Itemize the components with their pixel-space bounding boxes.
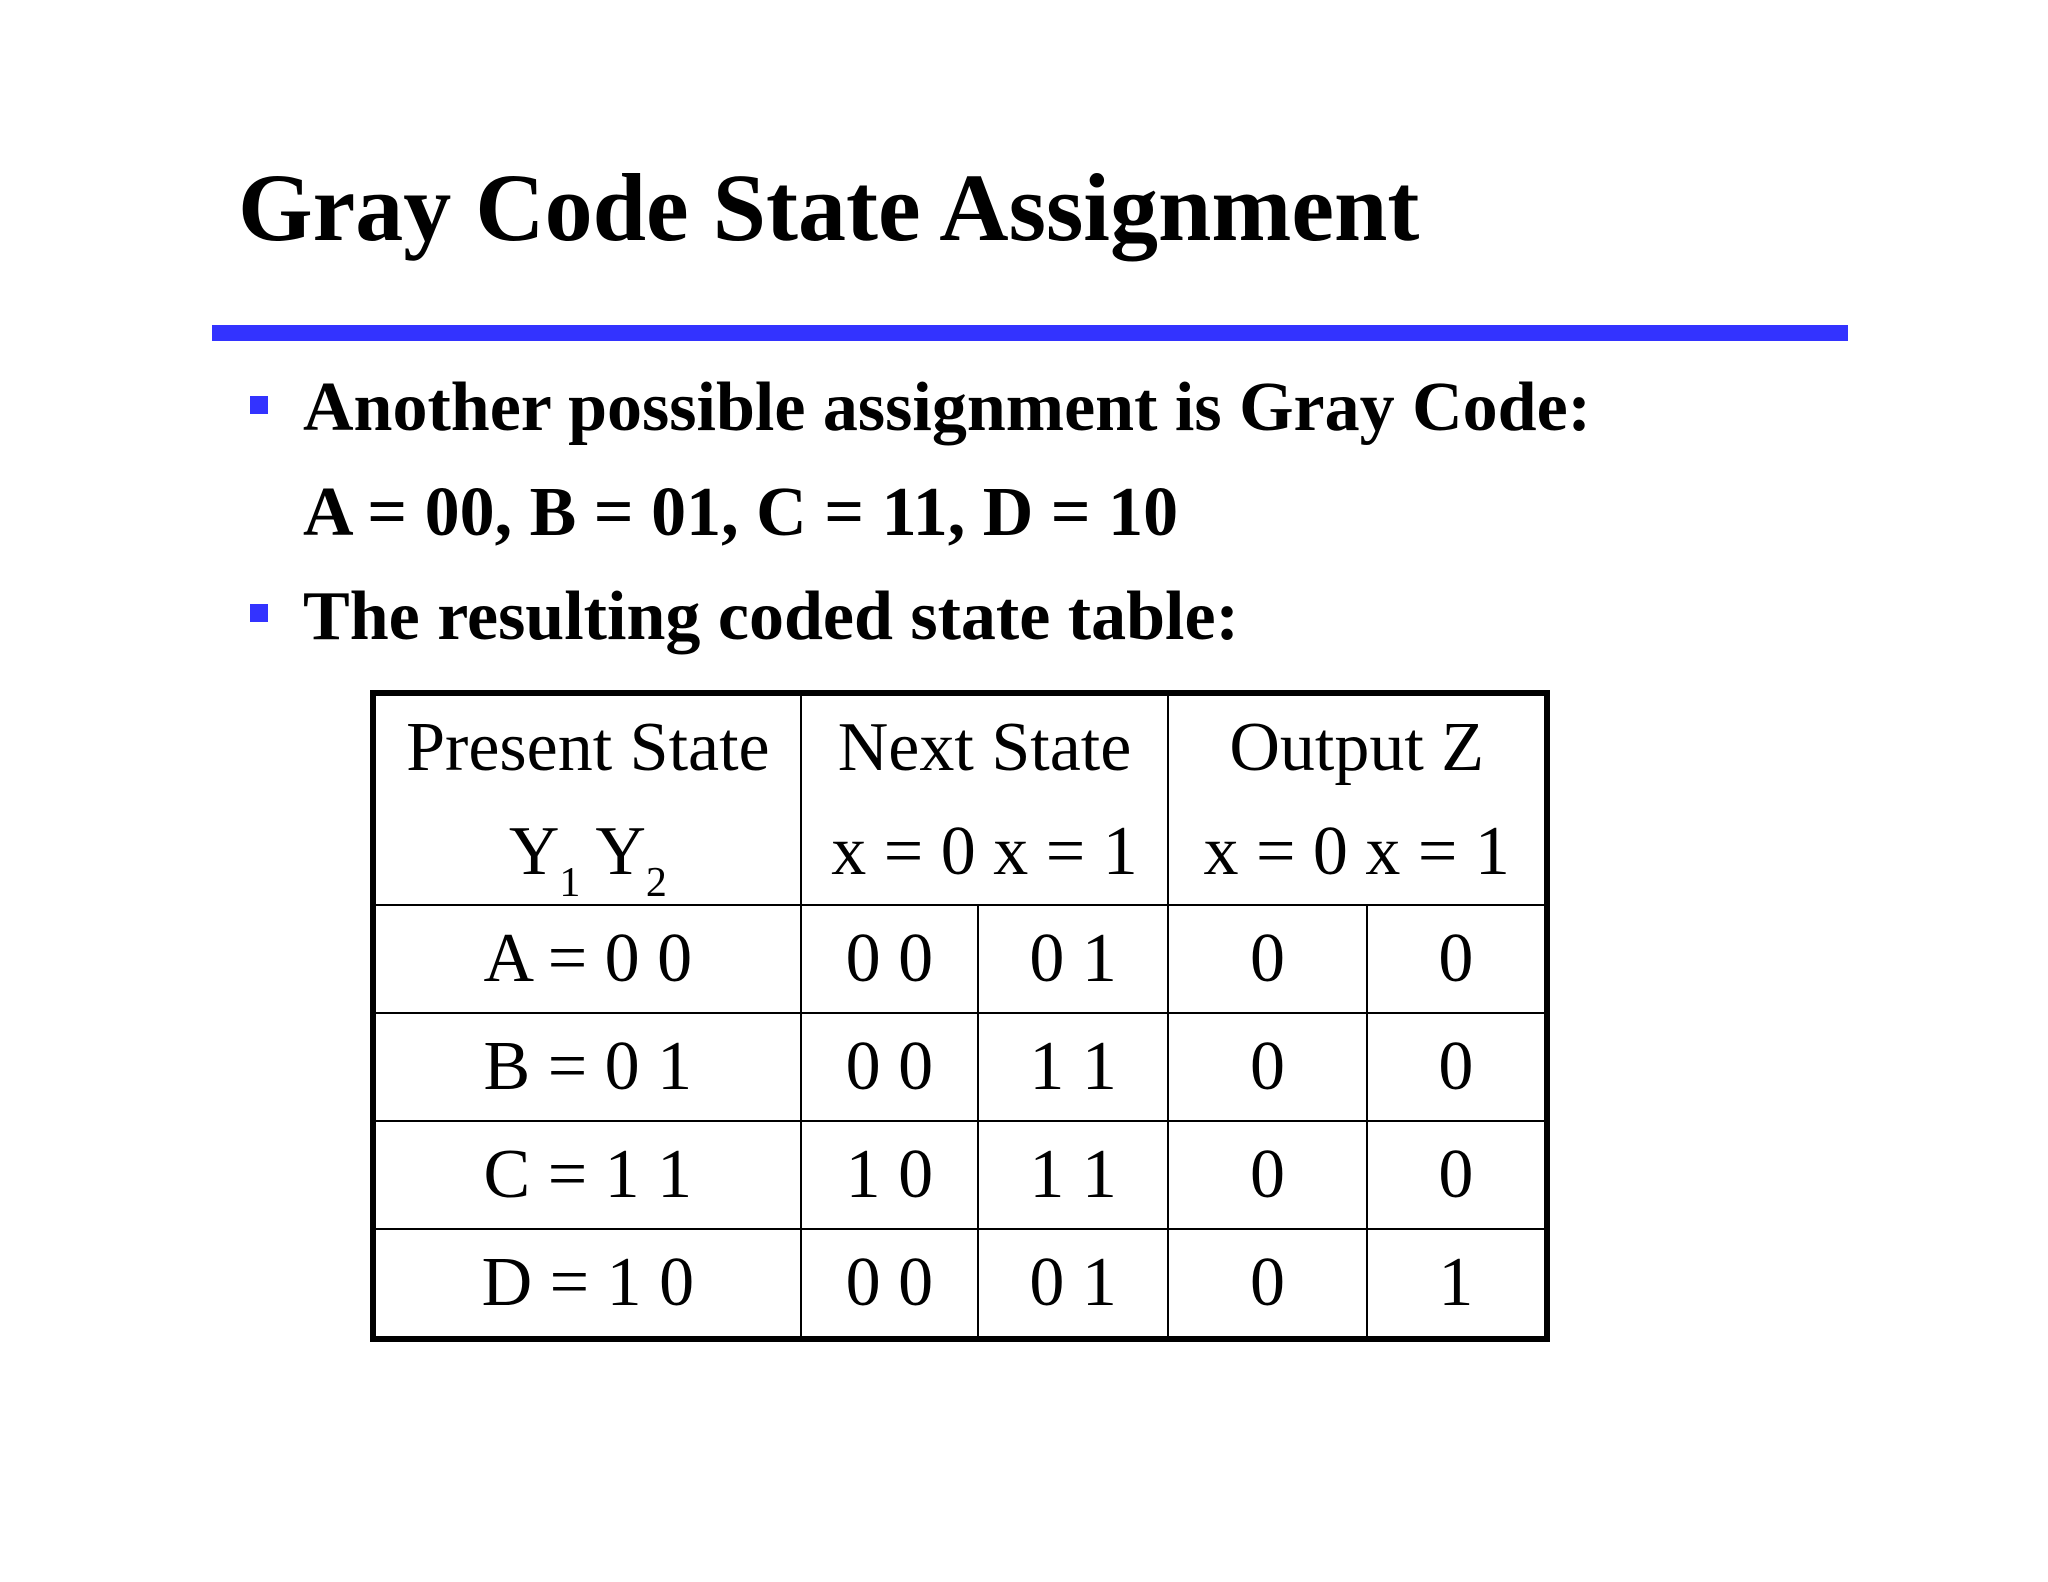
output-x1-cell: 0: [1367, 905, 1547, 1013]
table-row: [373, 1013, 1547, 1121]
output-x0-cell: 0: [1168, 1013, 1366, 1121]
y-label: Y: [508, 813, 560, 890]
table-subheader-row: [373, 800, 1547, 905]
y-label: Y: [595, 813, 646, 890]
table-row: [373, 1121, 1547, 1229]
present-state-cell: A = 0 0: [373, 905, 801, 1013]
header-next-x-conditions: x = 0 x = 1: [801, 800, 1169, 905]
bullet-text-1-continued: A = 00, B = 01, C = 11, D = 10: [303, 474, 1179, 551]
coded-state-table: [370, 690, 1550, 1342]
header-state-variables: [373, 800, 801, 905]
bullet-square-icon: [250, 604, 268, 622]
output-x1-cell: 0: [1367, 1121, 1547, 1229]
next-state-x0-cell: 0 0: [801, 905, 978, 1013]
bullet-text-2: The resulting coded state table:: [303, 578, 1239, 655]
slide-title: Gray Code State Assignment: [238, 154, 1420, 261]
header-output-x-conditions: x = 0 x = 1: [1168, 800, 1547, 905]
table-row: [373, 1229, 1547, 1339]
next-state-x1-cell: 1 1: [978, 1013, 1168, 1121]
next-state-x1-cell: 1 1: [978, 1121, 1168, 1229]
next-state-x1-cell: 0 1: [978, 1229, 1168, 1339]
output-x0-cell: 0: [1168, 1121, 1366, 1229]
present-state-cell: B = 0 1: [373, 1013, 801, 1121]
table-row: [373, 905, 1547, 1013]
next-state-x0-cell: 0 0: [801, 1229, 978, 1339]
y1-subscript: 1: [559, 860, 581, 906]
table-header-row: [373, 693, 1547, 800]
next-state-x0-cell: 1 0: [801, 1121, 978, 1229]
next-state-x0-cell: 0 0: [801, 1013, 978, 1121]
bullet-square-icon: [250, 396, 268, 414]
header-present-state: Present State: [373, 693, 801, 800]
header-output-z: Output Z: [1168, 693, 1547, 800]
title-underline: [212, 325, 1848, 341]
present-state-cell: D = 1 0: [373, 1229, 801, 1339]
present-state-cell: C = 1 1: [373, 1121, 801, 1229]
output-x0-cell: 0: [1168, 905, 1366, 1013]
next-state-x1-cell: 0 1: [978, 905, 1168, 1013]
header-next-state: Next State: [801, 693, 1169, 800]
output-x0-cell: 0: [1168, 1229, 1366, 1339]
output-x1-cell: 1: [1367, 1229, 1547, 1339]
output-x1-cell: 0: [1367, 1013, 1547, 1121]
y2-subscript: 2: [645, 860, 667, 906]
bullet-text-1: Another possible assignment is Gray Code:: [303, 369, 1591, 446]
